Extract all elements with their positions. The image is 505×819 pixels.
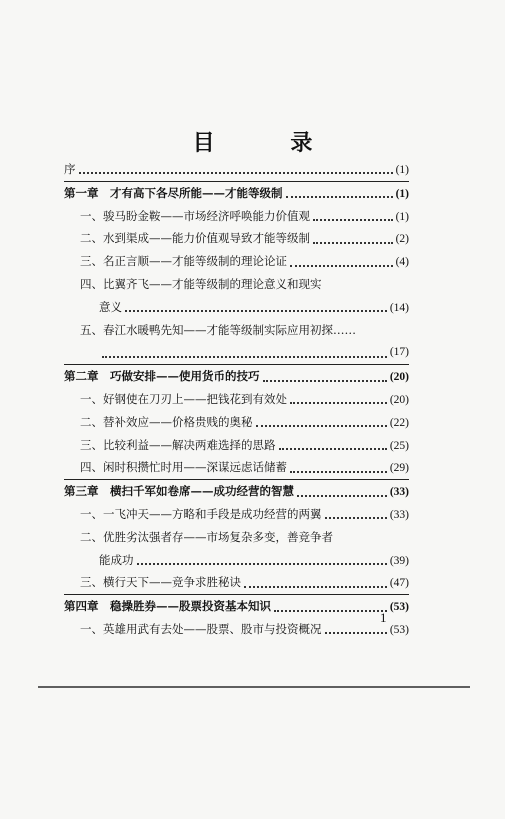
toc-entry xyxy=(64,158,409,181)
toc-entry-text: 四、闲时积攒忙时用——深谋远虑话储蓄 xyxy=(80,460,287,475)
toc-entry-text: 二、水到渠成——能力价值观导致才能等级制 xyxy=(80,231,310,246)
toc-entry-text: 一、一飞冲天——方略和手段是成功经营的两翼 xyxy=(80,506,322,521)
toc-entry-page: (20) xyxy=(389,393,409,406)
toc-title: 目 录 xyxy=(192,130,347,156)
toc-entry-text: 意义 xyxy=(99,299,122,314)
toc-entry-page: (1) xyxy=(395,187,409,200)
toc-entry-text: 五、春江水暖鸭先知——才能等级制实际应用初探…… xyxy=(80,322,356,337)
toc-entry-text: 四、比翼齐飞——才能等级制的理论意义和现实 xyxy=(80,276,322,291)
dot-leader xyxy=(244,586,387,588)
toc-entry-page: (1) xyxy=(395,164,409,176)
toc-entry xyxy=(64,273,409,296)
toc-entry-text: 序 xyxy=(64,162,76,176)
toc-entry xyxy=(64,434,409,457)
toc-entry xyxy=(64,296,409,319)
dot-leader xyxy=(290,402,387,404)
toc-entry-page: (39) xyxy=(389,554,409,567)
scan-edge-line xyxy=(38,686,470,688)
toc-entry xyxy=(64,618,409,641)
toc-entry xyxy=(64,594,409,618)
toc-entry xyxy=(64,479,409,503)
toc-entry xyxy=(64,250,409,273)
toc-entry-text: 一、英雄用武有去处——股票、股市与投资概况 xyxy=(80,621,322,636)
dot-leader xyxy=(256,425,387,427)
dot-leader xyxy=(313,219,393,221)
toc-entry-text: 三、横行天下——竞争求胜秘诀 xyxy=(80,575,241,590)
dot-leader xyxy=(286,196,393,198)
dot-leader xyxy=(297,495,387,497)
toc-entry-text: 第四章 稳操胜券——股票投资基本知识 xyxy=(64,599,271,614)
toc-entry-page: (29) xyxy=(389,462,409,475)
toc-entry xyxy=(64,526,409,549)
toc-entry-page: (33) xyxy=(389,508,409,521)
toc-entry-page: (53) xyxy=(389,623,409,636)
toc-entry xyxy=(64,503,409,526)
toc-entry xyxy=(64,456,409,479)
toc-entry-text: 一、好钢使在刀刃上——把钱花到有效处 xyxy=(80,391,287,406)
dot-leader xyxy=(290,471,387,473)
toc-entry xyxy=(64,227,409,250)
toc-entry-page: (20) xyxy=(389,371,409,384)
toc-entry-text: 能成功 xyxy=(99,552,134,567)
toc-entry-page: (14) xyxy=(389,301,409,314)
dot-leader xyxy=(102,356,387,358)
toc-entry xyxy=(64,549,409,572)
toc-entry-text: 三、名正言顺——才能等级制的理论论证 xyxy=(80,254,287,269)
toc-entry-text: 第三章 横扫千军如卷席——成功经营的智慧 xyxy=(64,484,294,499)
toc-entry xyxy=(64,319,409,342)
toc-entry-text: 第二章 巧做安排——使用货币的技巧 xyxy=(64,369,260,384)
dot-leader xyxy=(325,517,387,519)
dot-leader xyxy=(313,242,393,244)
toc-entry-text: 二、优胜劣汰强者存——市场复杂多变，善竞争者 xyxy=(80,529,333,544)
dot-leader xyxy=(325,632,387,634)
toc-entry-page: (2) xyxy=(395,233,409,246)
toc-entry-page: (17) xyxy=(389,346,409,359)
toc-entry-text: 三、比较利益——解决两难选择的思路 xyxy=(80,437,276,452)
toc-entry-page: (53) xyxy=(389,601,409,614)
toc-entry-text: 第一章 才有高下各尽所能——才能等级制 xyxy=(64,185,283,200)
dot-leader xyxy=(274,610,387,612)
toc-entry xyxy=(64,341,409,364)
toc-entry-page: (1) xyxy=(395,210,409,223)
toc-entry-text: 二、替补效应——价格贵贱的奥秘 xyxy=(80,414,253,429)
dot-leader xyxy=(79,172,393,174)
toc-entry xyxy=(64,181,409,205)
toc-entry xyxy=(64,205,409,228)
toc-entry-page: (4) xyxy=(395,256,409,269)
dot-leader xyxy=(279,448,387,450)
toc-entry xyxy=(64,388,409,411)
table-of-contents xyxy=(64,158,409,641)
toc-entry-page: (47) xyxy=(389,577,409,590)
page-number: 1 xyxy=(380,610,387,625)
dot-leader xyxy=(263,380,387,382)
toc-entry-page: (22) xyxy=(389,416,409,429)
toc-entry xyxy=(64,411,409,434)
dot-leader xyxy=(290,265,393,267)
toc-entry-text: 一、骏马盼金鞍——市场经济呼唤能力价值观 xyxy=(80,208,310,223)
dot-leader xyxy=(125,310,387,312)
toc-entry xyxy=(64,364,409,388)
toc-entry-page: (33) xyxy=(389,486,409,499)
toc-entry xyxy=(64,571,409,594)
dot-leader xyxy=(137,563,387,565)
toc-entry-page: (25) xyxy=(389,439,409,452)
